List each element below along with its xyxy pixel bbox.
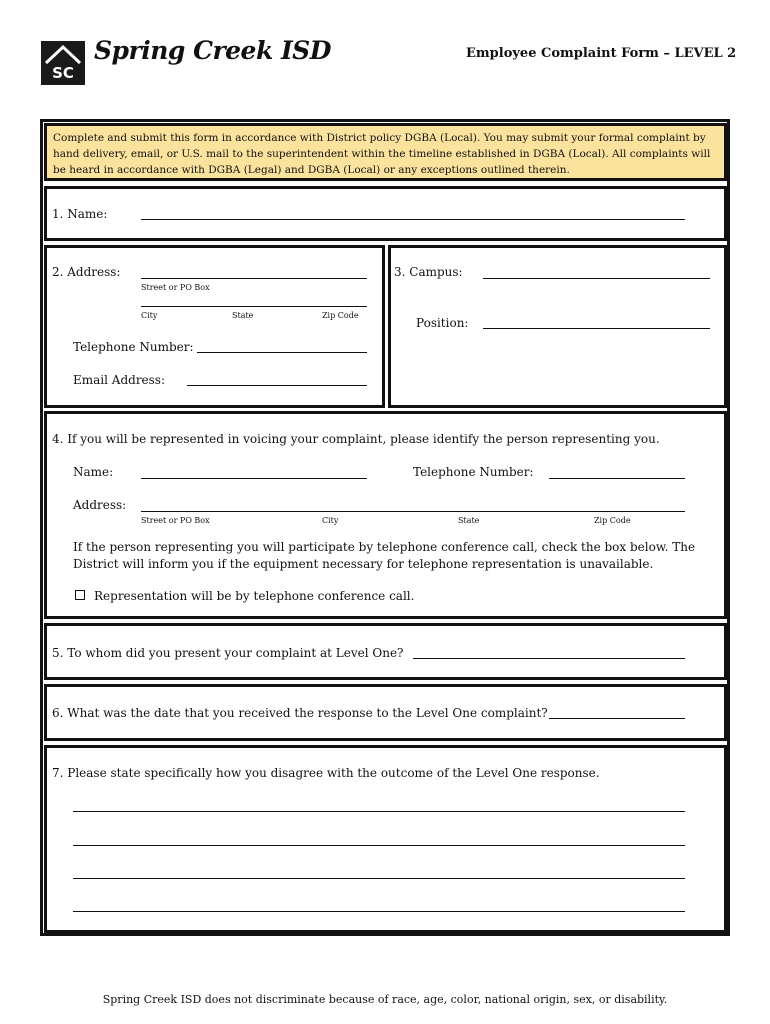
rep-address-field[interactable]	[141, 511, 685, 512]
rep-name-label: Name:	[73, 465, 114, 479]
form-title: Employee Complaint Form – LEVEL 2	[466, 46, 737, 61]
telephone-label: Telephone Number:	[73, 340, 194, 354]
rep-city-hint: City	[322, 516, 339, 525]
level-one-recipient-label: 5. To whom did you present your complaint at Level One?	[52, 646, 404, 660]
disagreement-label: 7. Please state specifically how you disagree with the outcome of the Level One response.	[52, 766, 600, 780]
disagreement-line[interactable]	[73, 878, 685, 879]
address-label: 2. Address:	[52, 265, 121, 279]
level-one-recipient-field[interactable]	[413, 658, 685, 659]
position-field[interactable]	[483, 328, 710, 329]
email-field[interactable]	[187, 385, 367, 386]
street-field[interactable]	[141, 278, 367, 279]
intro-box	[44, 123, 727, 181]
email-label: Email Address:	[73, 373, 166, 387]
position-label: Position:	[416, 316, 469, 330]
rep-address-label: Address:	[73, 498, 127, 512]
logo-text: SC	[52, 64, 74, 82]
state-hint: State	[232, 311, 254, 320]
name-field[interactable]	[141, 219, 685, 220]
school-logo	[41, 41, 85, 85]
name-label: 1. Name:	[52, 207, 108, 221]
non-discrimination-footer: Spring Creek ISD does not discriminate because of race, age, color, national origin, sex, or disability.	[102, 993, 668, 1006]
rep-state-hint: State	[458, 516, 480, 525]
rep-zip-hint: Zip Code	[594, 516, 631, 525]
street-hint: Street or PO Box	[141, 283, 210, 292]
zip-hint: Zip Code	[322, 311, 359, 320]
response-date-field[interactable]	[549, 718, 685, 719]
checkbox-label: Representation will be by telephone conference call.	[94, 589, 415, 603]
response-date-label: 6. What was the date that you received the response to the Level One complaint?	[52, 706, 548, 720]
telephone-field[interactable]	[197, 352, 367, 353]
rep-street-hint: Street or PO Box	[141, 516, 210, 525]
rep-telephone-label: Telephone Number:	[413, 465, 534, 479]
representative-question: 4. If you will be represented in voicing your complaint, please identify the person representing you.	[52, 432, 660, 446]
brand-name: Spring Creek ISD	[94, 36, 331, 65]
disagreement-line[interactable]	[73, 911, 685, 912]
telephone-conference-checkbox[interactable]	[75, 590, 85, 600]
rep-telephone-field[interactable]	[549, 478, 685, 479]
house-logo-icon	[41, 41, 85, 85]
rep-note-line2: District will inform you if the equipment necessary for telephone representation is unavailable.	[73, 557, 654, 571]
campus-label: 3. Campus:	[394, 265, 463, 279]
rep-note-line1: If the person representing you will participate by telephone conference call, check the box below. The	[73, 540, 696, 554]
intro-text: Complete and submit this form in accordance with District policy DGBA (Local). You may submit your formal complaint by hand delivery, email, or U.S. mail to the superintendent within the timeline established in DGBA (Local). All complaints will be heard in accordance with DGBA (Legal) and DGBA (Local) or any exceptions outlined therein.	[53, 132, 711, 176]
rep-name-field[interactable]	[141, 478, 367, 479]
campus-field[interactable]	[483, 278, 710, 279]
disagreement-line[interactable]	[73, 811, 685, 812]
city-state-zip-field[interactable]	[141, 306, 367, 307]
disagreement-line[interactable]	[73, 845, 685, 846]
city-hint: City	[141, 311, 158, 320]
section-name	[44, 186, 727, 241]
